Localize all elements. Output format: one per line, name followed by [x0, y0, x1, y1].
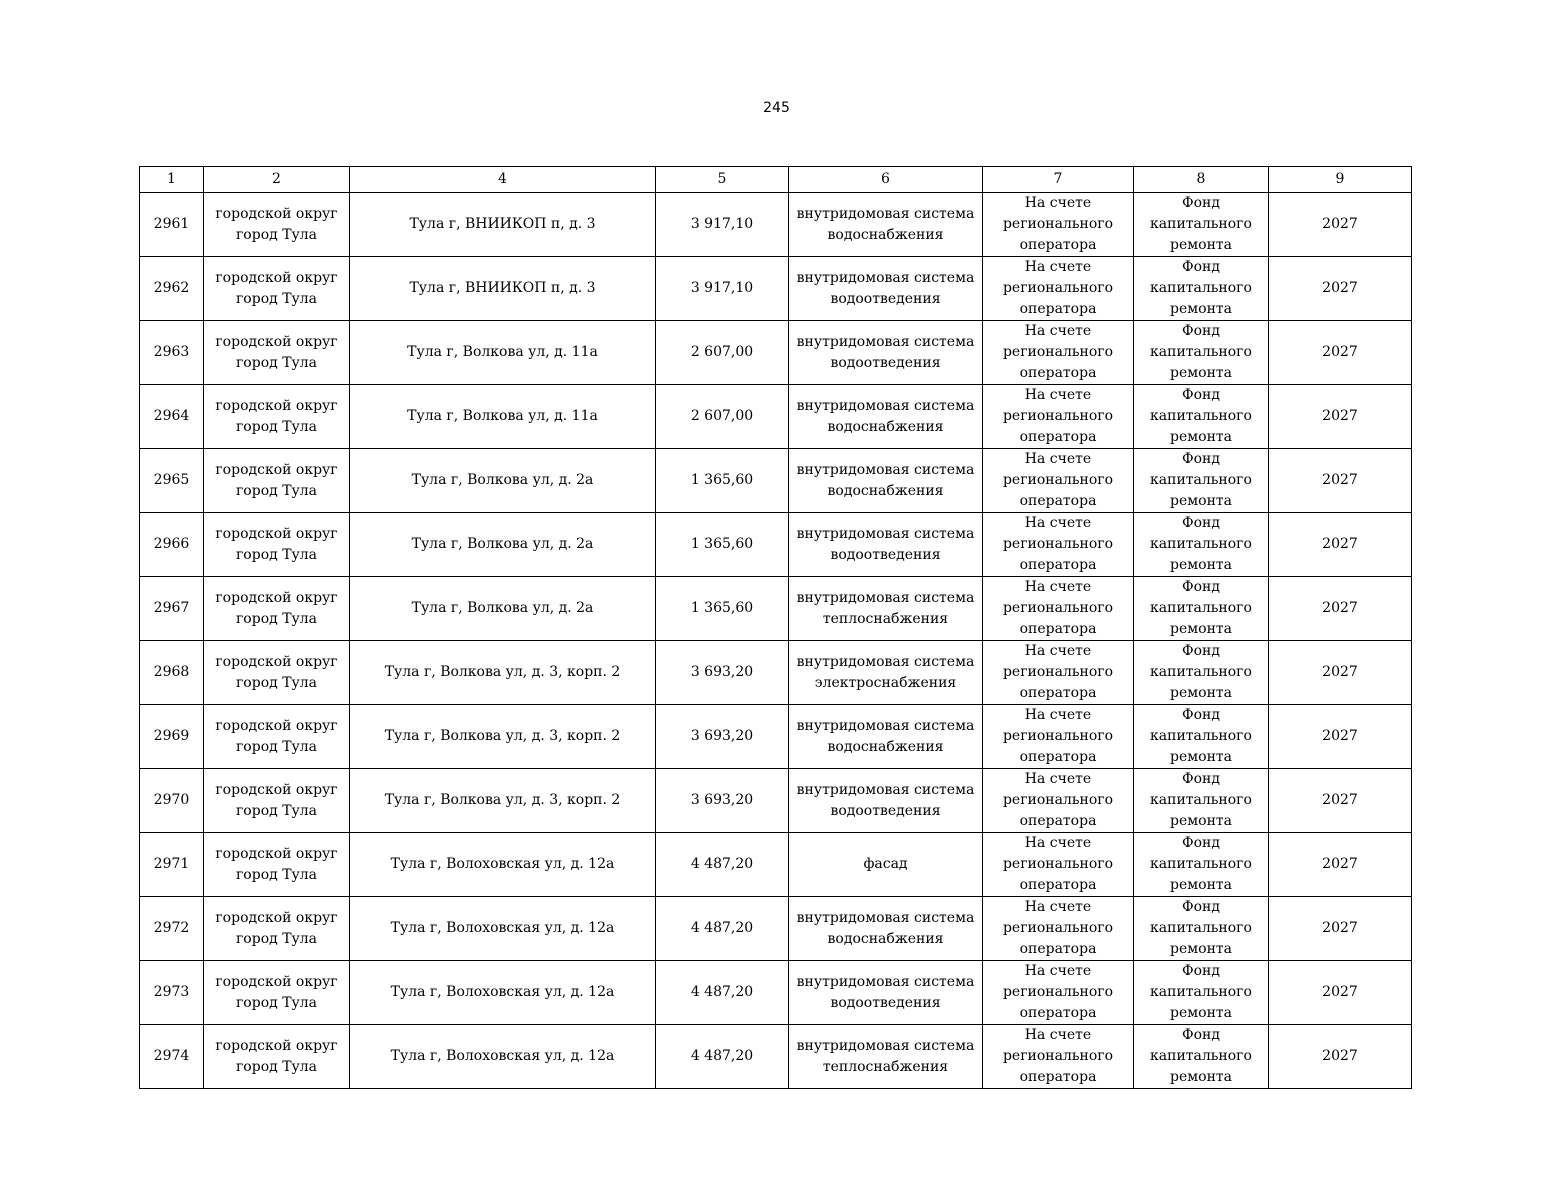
cell-municipality: городской округ город Тула [204, 1025, 350, 1089]
cell-funding-source: Фонд капитального ремонта [1134, 449, 1269, 513]
cell-year: 2027 [1269, 257, 1412, 321]
cell-municipality: городской округ город Тула [204, 961, 350, 1025]
table-row [140, 705, 1412, 769]
cell-row-number: 2974 [140, 1025, 204, 1089]
cell-year: 2027 [1269, 961, 1412, 1025]
cell-work-type: внутридомовая система водоотведения [789, 257, 983, 321]
column-header-5: 5 [656, 167, 789, 193]
table-row [140, 385, 1412, 449]
cell-funding-source: Фонд капитального ремонта [1134, 385, 1269, 449]
cell-fund-formation: На счете регионального оператора [983, 257, 1134, 321]
cell-municipality: городской округ город Тула [204, 385, 350, 449]
cell-year: 2027 [1269, 385, 1412, 449]
registry-table [139, 166, 1412, 1089]
cell-area: 1 365,60 [656, 577, 789, 641]
cell-work-type: внутридомовая система водоотведения [789, 769, 983, 833]
cell-row-number: 2972 [140, 897, 204, 961]
cell-municipality: городской округ город Тула [204, 449, 350, 513]
cell-municipality: городской округ город Тула [204, 513, 350, 577]
cell-area: 3 917,10 [656, 193, 789, 257]
cell-funding-source: Фонд капитального ремонта [1134, 193, 1269, 257]
cell-year: 2027 [1269, 193, 1412, 257]
cell-municipality: городской округ город Тула [204, 321, 350, 385]
cell-row-number: 2966 [140, 513, 204, 577]
cell-work-type: внутридомовая система водоотведения [789, 513, 983, 577]
cell-area: 4 487,20 [656, 1025, 789, 1089]
cell-area: 3 917,10 [656, 257, 789, 321]
cell-year: 2027 [1269, 769, 1412, 833]
cell-year: 2027 [1269, 897, 1412, 961]
cell-funding-source: Фонд капитального ремонта [1134, 321, 1269, 385]
cell-address: Тула г, Волкова ул, д. 2а [350, 513, 656, 577]
table-row [140, 1025, 1412, 1089]
cell-address: Тула г, Волкова ул, д. 11а [350, 321, 656, 385]
cell-row-number: 2963 [140, 321, 204, 385]
column-header-9: 9 [1269, 167, 1412, 193]
cell-area: 4 487,20 [656, 833, 789, 897]
cell-work-type: внутридомовая система теплоснабжения [789, 577, 983, 641]
cell-address: Тула г, Волкова ул, д. 2а [350, 449, 656, 513]
column-header-7: 7 [983, 167, 1134, 193]
table-row [140, 833, 1412, 897]
cell-year: 2027 [1269, 705, 1412, 769]
cell-row-number: 2962 [140, 257, 204, 321]
table-row [140, 321, 1412, 385]
cell-area: 1 365,60 [656, 449, 789, 513]
cell-row-number: 2968 [140, 641, 204, 705]
cell-municipality: городской округ город Тула [204, 705, 350, 769]
cell-work-type: внутридомовая система теплоснабжения [789, 1025, 983, 1089]
cell-work-type: внутридомовая система водоотведения [789, 961, 983, 1025]
cell-fund-formation: На счете регионального оператора [983, 193, 1134, 257]
cell-row-number: 2970 [140, 769, 204, 833]
cell-row-number: 2973 [140, 961, 204, 1025]
cell-address: Тула г, Волкова ул, д. 3, корп. 2 [350, 705, 656, 769]
cell-municipality: городской округ город Тула [204, 257, 350, 321]
cell-row-number: 2965 [140, 449, 204, 513]
cell-row-number: 2971 [140, 833, 204, 897]
cell-area: 4 487,20 [656, 961, 789, 1025]
cell-work-type: внутридомовая система водоснабжения [789, 385, 983, 449]
cell-work-type: внутридомовая система водоснабжения [789, 449, 983, 513]
cell-municipality: городской округ город Тула [204, 193, 350, 257]
cell-area: 3 693,20 [656, 769, 789, 833]
cell-year: 2027 [1269, 449, 1412, 513]
cell-work-type: внутридомовая система водоснабжения [789, 897, 983, 961]
cell-fund-formation: На счете регионального оператора [983, 321, 1134, 385]
cell-funding-source: Фонд капитального ремонта [1134, 257, 1269, 321]
cell-work-type: внутридомовая система водоотведения [789, 321, 983, 385]
cell-work-type: внутридомовая система водоснабжения [789, 193, 983, 257]
cell-year: 2027 [1269, 833, 1412, 897]
cell-work-type: внутридомовая система водоснабжения [789, 705, 983, 769]
column-header-4: 4 [350, 167, 656, 193]
cell-row-number: 2964 [140, 385, 204, 449]
cell-area: 2 607,00 [656, 321, 789, 385]
header-row [140, 167, 1412, 193]
cell-fund-formation: На счете регионального оператора [983, 769, 1134, 833]
cell-fund-formation: На счете регионального оператора [983, 641, 1134, 705]
cell-address: Тула г, Волкова ул, д. 11а [350, 385, 656, 449]
cell-municipality: городской округ город Тула [204, 641, 350, 705]
cell-funding-source: Фонд капитального ремонта [1134, 577, 1269, 641]
cell-funding-source: Фонд капитального ремонта [1134, 513, 1269, 577]
cell-funding-source: Фонд капитального ремонта [1134, 705, 1269, 769]
cell-area: 4 487,20 [656, 897, 789, 961]
cell-address: Тула г, Волоховская ул, д. 12а [350, 833, 656, 897]
cell-fund-formation: На счете регионального оператора [983, 385, 1134, 449]
column-header-2: 2 [204, 167, 350, 193]
cell-funding-source: Фонд капитального ремонта [1134, 769, 1269, 833]
cell-fund-formation: На счете регионального оператора [983, 705, 1134, 769]
cell-row-number: 2967 [140, 577, 204, 641]
table-row [140, 961, 1412, 1025]
cell-funding-source: Фонд капитального ремонта [1134, 833, 1269, 897]
cell-municipality: городской округ город Тула [204, 577, 350, 641]
cell-funding-source: Фонд капитального ремонта [1134, 641, 1269, 705]
cell-area: 2 607,00 [656, 385, 789, 449]
cell-municipality: городской округ город Тула [204, 897, 350, 961]
cell-fund-formation: На счете регионального оператора [983, 833, 1134, 897]
table-row [140, 513, 1412, 577]
cell-year: 2027 [1269, 641, 1412, 705]
cell-year: 2027 [1269, 1025, 1412, 1089]
table-row [140, 897, 1412, 961]
cell-municipality: городской округ город Тула [204, 769, 350, 833]
column-header-8: 8 [1134, 167, 1269, 193]
cell-row-number: 2961 [140, 193, 204, 257]
cell-address: Тула г, Волкова ул, д. 3, корп. 2 [350, 769, 656, 833]
cell-address: Тула г, Волкова ул, д. 3, корп. 2 [350, 641, 656, 705]
page-number: 245 [763, 100, 790, 116]
cell-address: Тула г, Волоховская ул, д. 12а [350, 897, 656, 961]
cell-address: Тула г, Волоховская ул, д. 12а [350, 961, 656, 1025]
cell-fund-formation: На счете регионального оператора [983, 449, 1134, 513]
cell-municipality: городской округ город Тула [204, 833, 350, 897]
table-row [140, 577, 1412, 641]
cell-work-type: внутридомовая система электроснабжения [789, 641, 983, 705]
cell-funding-source: Фонд капитального ремонта [1134, 961, 1269, 1025]
table-row [140, 641, 1412, 705]
cell-area: 3 693,20 [656, 705, 789, 769]
cell-fund-formation: На счете регионального оператора [983, 1025, 1134, 1089]
table-row [140, 449, 1412, 513]
table-row [140, 193, 1412, 257]
cell-address: Тула г, Волоховская ул, д. 12а [350, 1025, 656, 1089]
cell-area: 3 693,20 [656, 641, 789, 705]
cell-address: Тула г, Волкова ул, д. 2а [350, 577, 656, 641]
cell-year: 2027 [1269, 321, 1412, 385]
cell-work-type: фасад [789, 833, 983, 897]
cell-fund-formation: На счете регионального оператора [983, 513, 1134, 577]
table-row [140, 257, 1412, 321]
column-header-1: 1 [140, 167, 204, 193]
cell-address: Тула г, ВНИИКОП п, д. 3 [350, 257, 656, 321]
cell-area: 1 365,60 [656, 513, 789, 577]
cell-funding-source: Фонд капитального ремонта [1134, 897, 1269, 961]
cell-fund-formation: На счете регионального оператора [983, 961, 1134, 1025]
cell-year: 2027 [1269, 513, 1412, 577]
cell-fund-formation: На счете регионального оператора [983, 897, 1134, 961]
table-body [140, 193, 1412, 1089]
cell-address: Тула г, ВНИИКОП п, д. 3 [350, 193, 656, 257]
cell-fund-formation: На счете регионального оператора [983, 577, 1134, 641]
cell-year: 2027 [1269, 577, 1412, 641]
table-row [140, 769, 1412, 833]
cell-row-number: 2969 [140, 705, 204, 769]
column-header-6: 6 [789, 167, 983, 193]
cell-funding-source: Фонд капитального ремонта [1134, 1025, 1269, 1089]
